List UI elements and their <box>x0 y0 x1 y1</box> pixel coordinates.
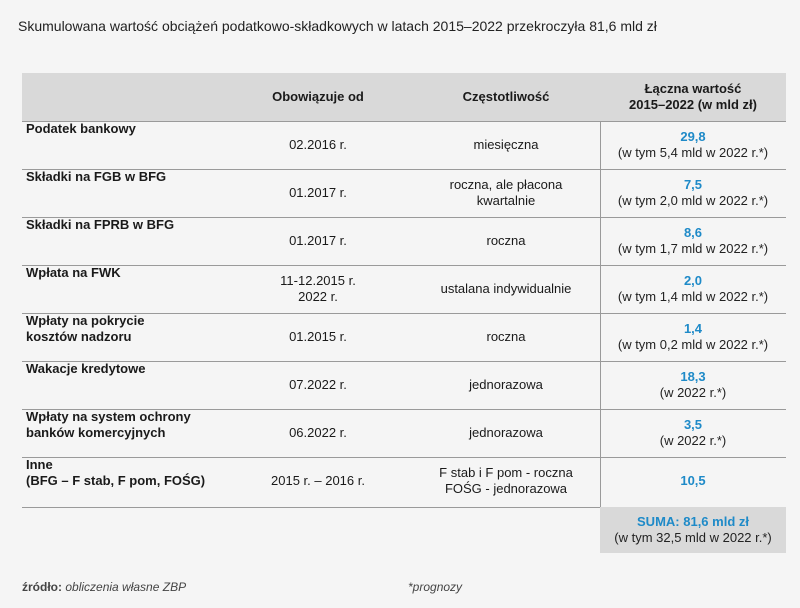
row-date-line1: 11-12.2015 r. <box>280 273 356 288</box>
row-value-note: (w tym 1,4 mld w 2022 r.*) <box>617 289 769 304</box>
row-date-line1: 2015 r. – 2016 r. <box>271 473 365 488</box>
row-name-cell <box>26 265 246 313</box>
row-name-line2: (BFG – F stab, F pom, FOŚG) <box>26 473 206 488</box>
row-name-line2: banków komercyjnych <box>26 425 166 440</box>
row-name-line1: Składki na FPRB w BFG <box>26 217 175 232</box>
sum-box <box>600 507 786 553</box>
row-frequency-cell <box>408 169 604 217</box>
row-date-cell <box>248 457 388 505</box>
row-name-line1: Podatek bankowy <box>26 121 136 136</box>
row-frequency-line1: ustalana indywidualnie <box>440 281 572 296</box>
row-value-cell <box>600 457 786 505</box>
row-date-line1: 01.2017 r. <box>289 185 347 200</box>
row-date-cell <box>248 265 388 313</box>
row-frequency-line1: roczna <box>486 233 526 248</box>
row-value-cell <box>600 265 786 313</box>
row-name-cell <box>26 121 246 169</box>
row-frequency-cell <box>408 457 604 505</box>
row-frequency-line2: kwartalnie <box>476 193 536 208</box>
source-label: źródło: <box>22 580 62 594</box>
row-value-note: (w tym 2,0 mld w 2022 r.*) <box>617 193 769 208</box>
row-date-cell <box>248 121 388 169</box>
row-frequency-line1: roczna, ale płacona <box>449 177 563 192</box>
row-date-cell <box>248 169 388 217</box>
header-czestotliwosc: Częstotliwość <box>462 89 550 104</box>
row-frequency-cell <box>408 217 604 265</box>
row-value-cell <box>600 169 786 217</box>
row-value: 1,4 <box>683 321 703 336</box>
row-frequency-line1: miesięczna <box>473 137 539 152</box>
row-value-note: (w tym 5,4 mld w 2022 r.*) <box>617 145 769 160</box>
row-value-cell <box>600 409 786 457</box>
row-value-note: (w tym 1,7 mld w 2022 r.*) <box>617 241 769 256</box>
row-date-cell <box>248 409 388 457</box>
row-date-line1: 06.2022 r. <box>289 425 347 440</box>
row-name-line1: Wpłata na FWK <box>26 265 121 280</box>
row-value: 8,6 <box>683 225 703 240</box>
row-frequency-cell <box>408 313 604 361</box>
row-value-cell <box>600 121 786 169</box>
row-date-cell <box>248 313 388 361</box>
row-name-line1: Wakacje kredytowe <box>26 361 146 376</box>
row-frequency-cell <box>408 265 604 313</box>
row-frequency-line1: jednorazowa <box>469 425 543 440</box>
row-value: 10,5 <box>680 473 706 488</box>
header-laczna-wartosc <box>600 73 786 121</box>
row-name-line2: kosztów nadzoru <box>26 329 132 344</box>
row-date-line1: 01.2015 r. <box>289 329 347 344</box>
page-title: Skumulowana wartość obciążeń podatkowo-składkowych w latach 2015–2022 przekroczyła 81,6 mld zł <box>18 18 657 34</box>
row-name-cell <box>26 361 246 409</box>
row-name-line1: Inne <box>26 457 53 472</box>
row-name-cell <box>26 457 246 505</box>
row-frequency-line1: jednorazowa <box>469 377 543 392</box>
row-date-line1: 02.2016 r. <box>289 137 347 152</box>
header-laczna-wartosc-line1: Łączna wartość <box>644 81 742 96</box>
row-value: 29,8 <box>680 129 706 144</box>
row-frequency-cell <box>408 409 604 457</box>
row-date-cell <box>248 361 388 409</box>
row-frequency-cell <box>408 361 604 409</box>
forecast-note: *prognozy <box>408 580 463 594</box>
row-date-line1: 01.2017 r. <box>289 233 347 248</box>
row-name-line1: Składki na FGB w BFG <box>26 169 167 184</box>
source-text: obliczenia własne ZBP <box>65 580 187 594</box>
row-name-line1: Wpłaty na system ochrony <box>26 409 191 424</box>
row-frequency-line1: roczna <box>486 329 526 344</box>
row-value-cell <box>600 217 786 265</box>
row-value: 2,0 <box>683 273 703 288</box>
row-value-note: (w 2022 r.*) <box>659 385 727 400</box>
row-value: 7,5 <box>683 177 703 192</box>
row-value: 18,3 <box>680 369 706 384</box>
row-frequency-cell <box>408 121 604 169</box>
row-value-note: (w tym 0,2 mld w 2022 r.*) <box>617 337 769 352</box>
row-date-cell <box>248 217 388 265</box>
row-value-cell <box>600 361 786 409</box>
row-name-line1: Wpłaty na pokrycie <box>26 313 145 328</box>
row-value-cell <box>600 313 786 361</box>
row-date-line2: 2022 r. <box>298 289 338 304</box>
row-name-cell <box>26 313 246 361</box>
row-value-note: (w 2022 r.*) <box>659 433 727 448</box>
sum-note: (w tym 32,5 mld w 2022 r.*) <box>614 530 772 545</box>
row-name-cell <box>26 169 246 217</box>
sum-value: SUMA: 81,6 mld zł <box>637 514 749 529</box>
row-name-cell <box>26 409 246 457</box>
row-value: 3,5 <box>683 417 703 432</box>
row-frequency-line2: FOŚG - jednorazowa <box>444 481 568 496</box>
header-laczna-wartosc-line2: 2015–2022 (w mld zł) <box>629 97 757 112</box>
source-footer <box>22 580 186 594</box>
row-name-cell <box>26 217 246 265</box>
row-date-line1: 07.2022 r. <box>289 377 347 392</box>
row-frequency-line1: F stab i F pom - roczna <box>439 465 573 480</box>
header-obowiazuje-od: Obowiązuje od <box>272 89 364 104</box>
